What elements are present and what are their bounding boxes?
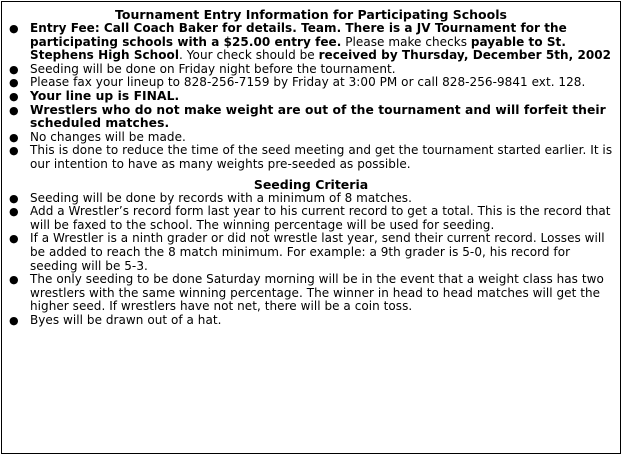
- seeding-criteria-list: [2, 192, 620, 328]
- list-item-text: Seeding will be done by records with a minimum of 8 matches.: [30, 190, 412, 205]
- list-item-text: Your line up is FINAL.: [30, 88, 180, 103]
- entry-fee-bold-1: Entry Fee: Call Coach Baker for details. Team. There is a JV Tournament for the participating schools with a $25.00 entry fee.: [30, 21, 567, 49]
- bullet-icon: ●: [9, 62, 19, 76]
- bullet-icon: ●: [9, 144, 19, 158]
- bullet-icon: ●: [9, 22, 19, 35]
- entry-fee-bold-2: payable to St. Stephens High School: [30, 34, 566, 63]
- list-item: [2, 205, 620, 232]
- bullet-icon: ●: [9, 89, 19, 103]
- bullet-icon: ●: [9, 191, 19, 205]
- entry-fee-normal-2: . Your check should be: [179, 48, 319, 63]
- bullet-icon: ●: [9, 130, 19, 144]
- list-item: [2, 314, 620, 328]
- bullet-icon: ●: [9, 76, 19, 90]
- list-item-text: This is done to reduce the time of the seed meeting and get the tournament started earlier. It is our intention to have as many weights pre-seeded as possible.: [30, 143, 613, 171]
- bullet-icon: ●: [9, 273, 19, 287]
- page-title: Tournament Entry Information for Participating Schools: [115, 7, 507, 22]
- list-item: [2, 131, 620, 145]
- entry-fee-normal-1: Please make checks: [341, 34, 471, 49]
- list-item-text: Byes will be drawn out of a hat.: [30, 312, 222, 327]
- list-item-entry-fee: [2, 22, 620, 63]
- list-item-text: Add a Wrestler’s record form last year to his current record to get a total. This is the record that will be faxed to the school. The winning percentage will be used for seeding.: [30, 204, 611, 232]
- list-item-text: If a Wrestler is a ninth grader or did not wrestle last year, send their current record. Losses will be added to reach the 8 match minimum. For example: a 9th grader is 5-0, his record for seeding will be 5-3.: [30, 231, 605, 273]
- list-item: [2, 192, 620, 206]
- list-item-text: Wrestlers who do not make weight are out of the tournament and will forfeit their scheduled matches.: [30, 102, 606, 131]
- list-item: [2, 63, 620, 77]
- list-item: [2, 76, 620, 90]
- bullet-icon: ●: [9, 205, 19, 219]
- tournament-info-list: [2, 22, 620, 172]
- bullet-icon: ●: [9, 232, 19, 246]
- criteria-title: Seeding Criteria: [253, 176, 369, 192]
- list-item: [2, 90, 620, 104]
- list-item: [2, 273, 620, 314]
- list-item-text: Please fax your lineup to 828-256-7159 by Friday at 3:00 PM or call 828-256-9841 ext. 128.: [30, 75, 586, 90]
- list-item: [2, 232, 620, 273]
- list-item-text: No changes will be made.: [30, 129, 186, 144]
- list-item: [2, 104, 620, 131]
- list-item-text: Seeding will be done on Friday night before the tournament.: [30, 61, 396, 76]
- entry-fee-bold-3: received by Thursday, December 5th, 2002: [318, 48, 612, 63]
- list-item: [2, 144, 620, 171]
- bullet-icon: ●: [9, 103, 19, 117]
- list-item-text: The only seeding to be done Saturday morning will be in the event that a weight class has two wrestlers with the same winning percentage. The winner in head to head matches will get the higher seed. If wrestlers have not net, there will be a coin toss.: [30, 272, 604, 314]
- bullet-icon: ●: [9, 313, 19, 327]
- document-frame: [1, 1, 621, 454]
